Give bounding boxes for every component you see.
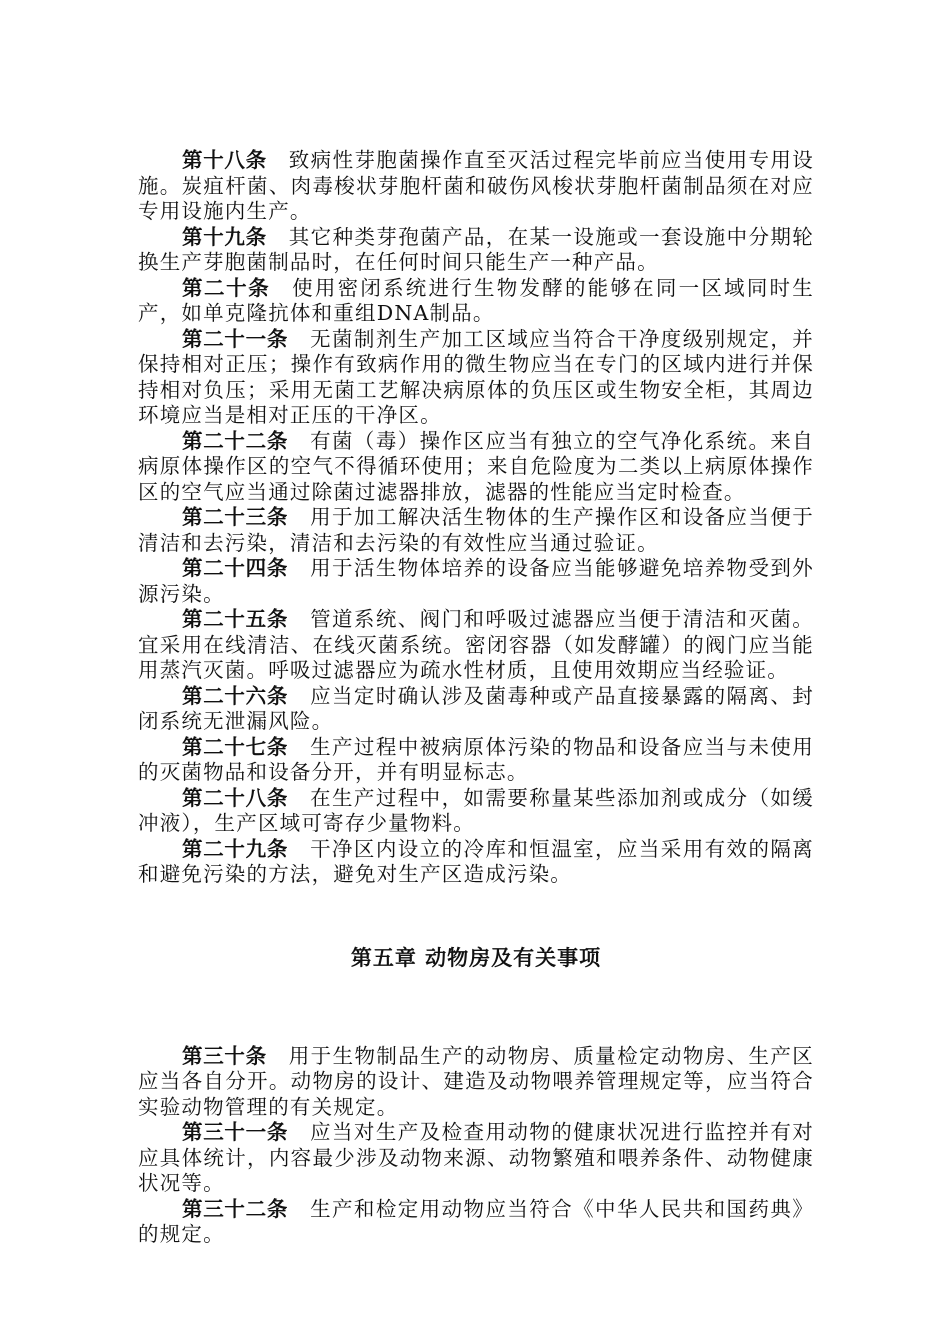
article-number: 第十八条 [182, 148, 267, 172]
article-19 [138, 225, 814, 276]
article-20 [138, 276, 814, 327]
article-32 [138, 1197, 814, 1248]
article-number: 第二十六条 [182, 683, 289, 708]
article-text: 使用密闭系统进行生物发酵的能够在同一区域同时生产，如单克隆抗体和重组DNA制品。 [138, 275, 814, 325]
article-number: 第二十七条 [182, 734, 289, 759]
article-31 [138, 1120, 814, 1197]
article-number: 第二十二条 [182, 428, 289, 453]
article-text: 干净区内设立的冷库和恒温室，应当采用有效的隔离和避免污染的方法，避免对生产区造成污染。 [138, 836, 814, 886]
article-text: 用于生物制品生产的动物房、质量检定动物房、生产区应当各自分开。动物房的设计、建造及动物喂养管理规定等，应当符合实验动物管理的有关规定。 [138, 1043, 814, 1119]
article-text: 生产和检定用动物应当符合《中华人民共和国药典》的规定。 [138, 1196, 814, 1246]
article-27 [138, 735, 814, 786]
article-number: 第三十二条 [182, 1196, 289, 1221]
articles-section-b [138, 1044, 814, 1248]
article-text: 生产过程中被病原体污染的物品和设备应当与未使用的灭菌物品和设备分开，并有明显标志。 [138, 734, 814, 784]
article-25 [138, 607, 814, 684]
document-page [138, 148, 814, 1248]
article-number: 第三十一条 [182, 1120, 289, 1144]
article-text: 应当定时确认涉及菌毒种或产品直接暴露的隔离、封闭系统无泄漏风险。 [138, 683, 814, 733]
article-number: 第二十五条 [182, 607, 289, 631]
article-number: 第二十八条 [182, 785, 289, 810]
article-22 [138, 429, 814, 506]
article-text: 有菌（毒）操作区应当有独立的空气净化系统。来自病原体操作区的空气不得循环使用；来自危险度为二类以上病原体操作区的空气应当通过除菌过滤器排放，滤器的性能应当定时检查。 [138, 428, 814, 504]
article-number: 第十九条 [182, 224, 267, 249]
article-text: 用于活生物体培养的设备应当能够避免培养物受到外源污染。 [138, 556, 814, 606]
chapter-heading: 第五章 动物房及有关事项 [350, 945, 602, 970]
article-text: 应当对生产及检查用动物的健康状况进行监控并有对应具体统计，内容最少涉及动物来源、动物繁殖和喂养条件、动物健康状况等。 [138, 1120, 814, 1195]
articles-section-a [138, 148, 814, 888]
article-number: 第二十条 [182, 275, 271, 300]
article-text: 用于加工解决活生物体的生产操作区和设备应当便于清洁和去污染，清洁和去污染的有效性应当通过验证。 [138, 505, 814, 555]
article-text: 无菌制剂生产加工区域应当符合干净度级别规定，并保持相对正压；操作有致病作用的微生物应当在专门的区域内进行并保持相对负压；采用无菌工艺解决病原体的负压区或生物安全柜，其周边环境应当是相对正压的干净区。 [138, 326, 814, 427]
article-number: 第二十四条 [182, 556, 289, 580]
article-number: 第二十一条 [182, 326, 289, 351]
article-text: 管道系统、阀门和呼吸过滤器应当便于清洁和灭菌。宜采用在线清洁、在线灭菌系统。密闭容器（如发酵罐）的阀门应当能用蒸汽灭菌。呼吸过滤器应为疏水性材质，且使用效期应当经验证。 [138, 607, 814, 682]
article-30 [138, 1044, 814, 1121]
article-number: 第三十条 [182, 1043, 267, 1068]
article-26 [138, 684, 814, 735]
article-number: 第二十九条 [182, 836, 289, 861]
article-29 [138, 837, 814, 888]
article-text: 致病性芽胞菌操作直至灭活过程完毕前应当使用专用设施。炭疽杆菌、肉毒梭状芽胞杆菌和破伤风梭状芽胞杆菌制品须在对应专用设施内生产。 [138, 148, 814, 223]
article-28 [138, 786, 814, 837]
article-18 [138, 148, 814, 225]
article-21 [138, 327, 814, 429]
article-text: 在生产过程中，如需要称量某些添加剂或成分（如缓冲液），生产区域可寄存少量物料。 [138, 785, 814, 835]
article-number: 第二十三条 [182, 505, 289, 529]
article-text: 其它种类芽孢菌产品，在某一设施或一套设施中分期轮换生产芽胞菌制品时，在任何时间只能生产一种产品。 [138, 224, 814, 274]
article-24 [138, 556, 814, 607]
article-23 [138, 505, 814, 556]
